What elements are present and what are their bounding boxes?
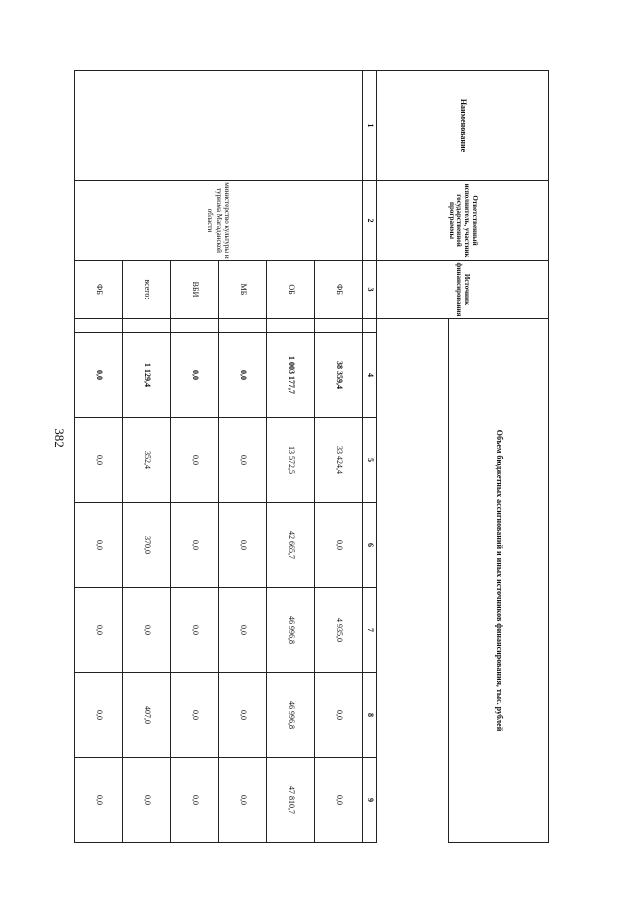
- column-number: 7: [363, 588, 377, 673]
- column-number: 9: [363, 758, 377, 843]
- value-cell: 4 935,0: [315, 588, 363, 673]
- column-number-row: [363, 71, 377, 843]
- value-cell: 0,0: [315, 503, 363, 588]
- header-executor: Ответственный исполнитель, участник государственной программы: [377, 181, 549, 261]
- value-cell: 0,0: [123, 588, 171, 673]
- value-cell: 0,0: [75, 673, 123, 758]
- value-cell: 0,0: [171, 503, 219, 588]
- value-cell: 0,0: [219, 588, 267, 673]
- spacer-cell: [171, 319, 219, 333]
- table-row: [315, 71, 363, 843]
- value-cell: 0,0: [75, 503, 123, 588]
- total-cell: 0,0: [75, 333, 123, 418]
- source-cell: ФБ: [315, 261, 363, 319]
- source-cell: ФБ: [75, 261, 123, 319]
- header-source: Источник финансирования: [377, 261, 549, 319]
- rotated-table-container: [74, 70, 549, 842]
- source-cell: ОБ: [267, 261, 315, 319]
- value-cell: 0,0: [123, 758, 171, 843]
- header-row: [449, 71, 549, 843]
- value-cell: 0,0: [219, 758, 267, 843]
- spacer-cell: [219, 319, 267, 333]
- value-cell: 0,0: [219, 418, 267, 503]
- value-cell: 0,0: [219, 503, 267, 588]
- column-number: 2: [363, 181, 377, 261]
- name-cell: [75, 71, 363, 181]
- value-cell: 0,0: [171, 673, 219, 758]
- column-number: 1: [363, 71, 377, 181]
- executor-cell: министерство культуры и туризма Магаданской области: [75, 181, 363, 261]
- value-cell: 42 665,7: [267, 503, 315, 588]
- source-cell: МБ: [219, 261, 267, 319]
- column-number: 5: [363, 418, 377, 503]
- source-cell: всего:: [123, 261, 171, 319]
- column-number: 8: [363, 673, 377, 758]
- value-cell: 0,0: [171, 418, 219, 503]
- total-cell: 0,0: [219, 333, 267, 418]
- total-cell: 38 359,4: [315, 333, 363, 418]
- value-cell: 0,0: [75, 588, 123, 673]
- total-cell: 1 129,4: [123, 333, 171, 418]
- value-cell: 0,0: [219, 673, 267, 758]
- total-cell: 1 003 177,7: [267, 333, 315, 418]
- value-cell: 0,0: [171, 758, 219, 843]
- column-number: 6: [363, 503, 377, 588]
- total-cell: 0,0: [171, 333, 219, 418]
- page-number: 382: [52, 428, 67, 448]
- source-cell: ВБИ: [171, 261, 219, 319]
- value-cell: 46 996,8: [267, 588, 315, 673]
- spacer-cell: [267, 319, 315, 333]
- value-cell: 407,0: [123, 673, 171, 758]
- value-cell: 46 996,8: [267, 673, 315, 758]
- value-cell: 33 424,4: [315, 418, 363, 503]
- column-number: 3: [363, 261, 377, 319]
- value-cell: 0,0: [315, 673, 363, 758]
- value-cell: 0,0: [315, 758, 363, 843]
- value-cell: 0,0: [75, 418, 123, 503]
- value-cell: 13 572,5: [267, 418, 315, 503]
- value-cell: 352,4: [123, 418, 171, 503]
- header-name: Наименование: [377, 71, 549, 181]
- header-volume: Объем бюджетных ассигнований и иных источников финансирования, тыс. рублей: [449, 319, 549, 843]
- table-body: [75, 71, 549, 843]
- spacer-cell: [315, 319, 363, 333]
- column-number: 4: [363, 333, 377, 418]
- column-number-spacer: [363, 319, 377, 333]
- value-cell: 0,0: [75, 758, 123, 843]
- value-cell: 370,0: [123, 503, 171, 588]
- budget-table: [74, 70, 549, 843]
- value-cell: 47 810,7: [267, 758, 315, 843]
- value-cell: 0,0: [171, 588, 219, 673]
- spacer-cell: [75, 319, 123, 333]
- spacer-cell: [123, 319, 171, 333]
